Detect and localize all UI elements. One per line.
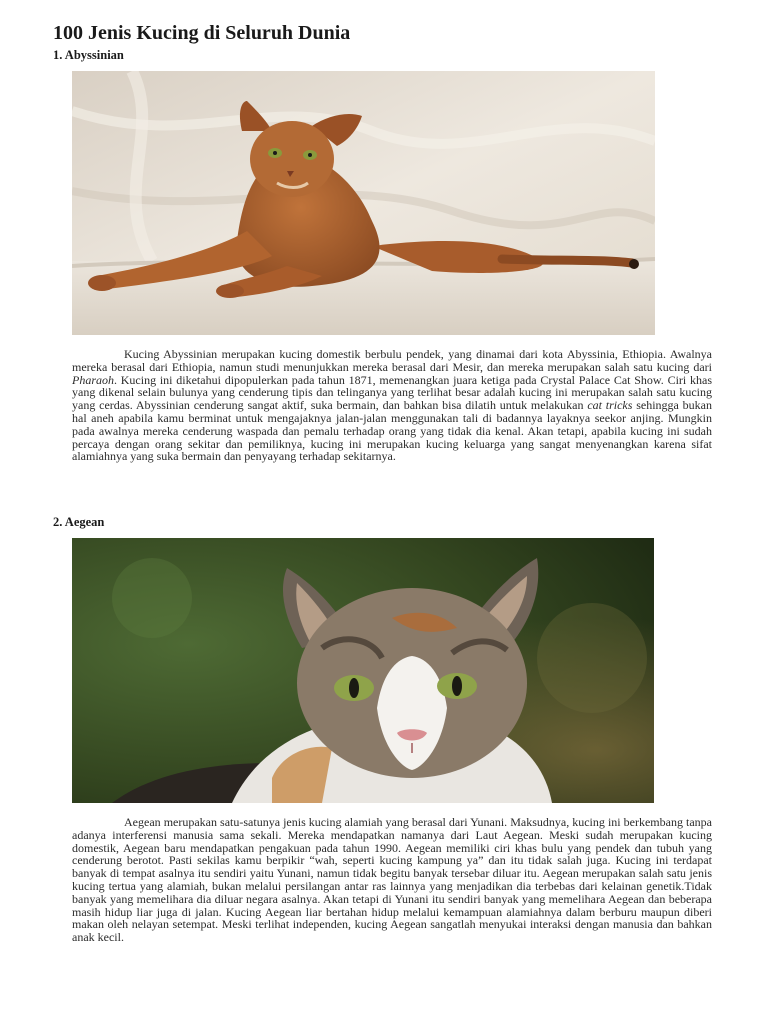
section-heading-aegean: 2. Aegean [53, 515, 105, 529]
paragraph-text: sehingga bukan hal aneh apabila kamu berminat untuk mengajaknya jalan-jalan menggunakan tali di badannya layaknya seekor anjing. Mungkin pada awalnya mereka cenderung waspada dan pemalu terhadap orang yang tidak dia kenal. Akan tetapi, apabila kucing ini sudah percaya dengan orang sekitar dan pemiliknya, kucing ini merupakan kucing keluarga yang sangat menyenangkan karena sifat alamiahnya yang suka bermain dan penyayang terhadap sekitarnya. [72, 398, 713, 464]
section-paragraph-aegean: Aegean merupakan satu-satunya jenis kucing alamiah yang berasal dari Yunani. Maksudnya, kucing ini berkembang tanpa adanya interferensi manusia sama sekali. Mereka mendapatkan namanya dari Laut Aegean. Meski sudah merupakan kucing domestik, Aegean baru mendapatkan pengakuan pada tahun 1990. Aegean memiliki ciri khas bulu yang pendek dan tubuh yang cenderung berotot. Pasti sekilas kamu berpikir “wah, seperti kucing kampung ya” dan itu tidak salah juga. Kucing ini terdapat banyak di tempat asalnya itu sendiri yaitu Yunani, namun tidak begitu banyak tersebar diluar itu. Aegean merupakan salah satu jenis kucing tertua yang alamiah, bukan melalui persilangan antar ras lainnya yang menjadikan dia terbebas dari kelainan genetik.Tidak banyak yang memelihara dia diluar negara asalnya. Akan tetapi di Yunani itu sendiri banyak yang memelihara Aegean dan beberapa masih hidup liar juga di jalan. Kucing Aegean liar bertahan hidup melalui kemampuan alamiahnya dalam berburu maupun diberi makan oleh nelayan setempat. Meski terlihat independen, kucing Aegean sangatlah menyukai interaksi dengan manusia dan bahkan anak kecil. [72, 815, 712, 945]
paragraph-text: . Kucing ini diketahui dipopulerkan pada tahun 1871, memenangkan juara ketiga pada Crystal Palace Cat Show. Ciri khas yang dikenal selain bulunya yang cenderung tipis dan telinganya yang terlihat besar adalah kucing ini merupakan salah satu kucing yang cerdas. Abyssinian cenderung sangat aktif, suka bermain, dan bahkan bisa dilatih untuk melakukan [72, 372, 712, 413]
aegean-cat-photo [72, 538, 654, 803]
section-heading-abyssinian: 1. Abyssinian [53, 48, 124, 62]
paragraph-text: Kucing Abyssinian merupakan kucing domestik berbulu pendek, yang dinamai dari kota Abyssinia, Ethiopia. Awalnya mereka berasal dari Ethiopia, namun studi menunjukkan mereka berasal dari Mesir, dan mereka merupakan salah satu kucing dari [72, 347, 712, 374]
italic-term-cat-tricks: cat tricks [587, 398, 633, 413]
italic-term-pharaoh: Pharaoh [72, 372, 114, 387]
section-paragraph-abyssinian [72, 348, 712, 463]
document-title: 100 Jenis Kucing di Seluruh Dunia [53, 22, 351, 44]
abyssinian-cat-photo [72, 71, 655, 335]
